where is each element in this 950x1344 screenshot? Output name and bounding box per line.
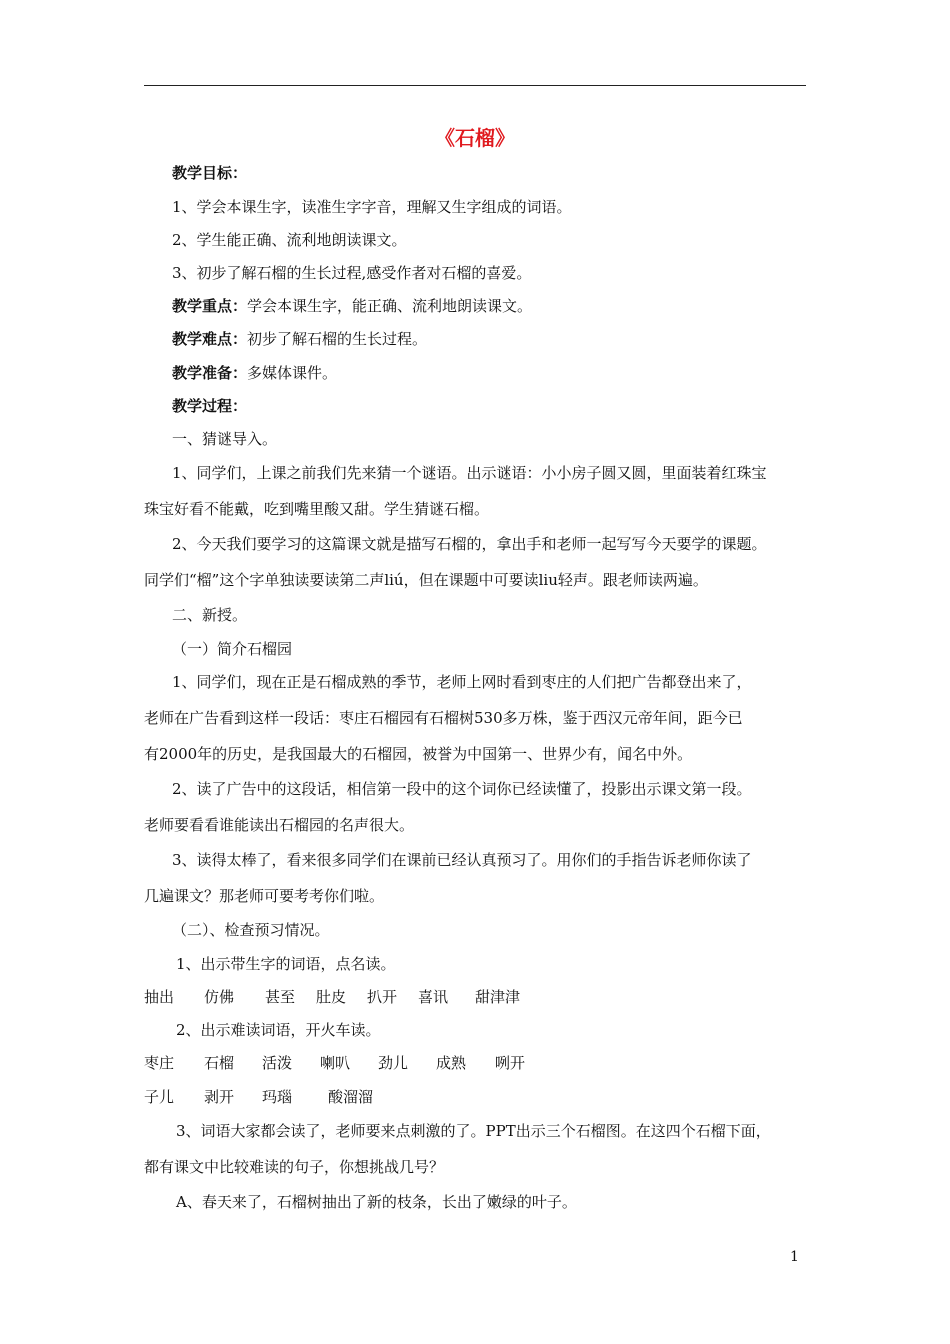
objectives-heading: 教学目标： <box>172 164 248 182</box>
step-1: 1、出示带生字的词语，点名读。 <box>176 955 396 973</box>
word: 抽出 <box>144 988 175 1006</box>
paragraph-4-line-1: 2、读了广告中的这段话，相信第一段中的这个词你已经读懂了，投影出示课文第一段。 <box>172 780 752 798</box>
difficulty <box>172 328 427 350</box>
section-1-heading: 一、猜谜导入。 <box>172 430 278 448</box>
paragraph-3-line-2: 老师在广告看到这样一段话：枣庄石榴园有石榴树530多万株，鉴于西汉元帝年间，距今已 <box>144 709 743 727</box>
word: 活泼 <box>262 1054 293 1072</box>
paragraph-2-line-1: 2、今天我们要学习的这篇课文就是描写石榴的，拿出手和老师一起写写今天要学的课题。 <box>172 535 767 553</box>
paragraph-6-line-1: 3、词语大家都会读了，老师要来点刺激的了。PPT出示三个石榴图。在这四个石榴下面， <box>176 1122 771 1140</box>
word: 仿佛 <box>204 988 235 1006</box>
subsection-2-heading: （二）、检查预习情况。 <box>172 921 330 939</box>
word: 劲儿 <box>378 1054 409 1072</box>
paragraph-1-line-2: 珠宝好看不能戴，吃到嘴里酸又甜。学生猜谜石榴。 <box>144 500 490 518</box>
word: 石榴 <box>204 1054 235 1072</box>
page-number: 1 <box>790 1249 799 1265</box>
objective-3: 3、初步了解石榴的生长过程,感受作者对石榴的喜爱。 <box>172 264 532 282</box>
paragraph-6-line-2: 都有课文中比较难读的句子，你想挑战几号？ <box>144 1158 445 1176</box>
word: 喜讯 <box>418 988 449 1006</box>
process-heading: 教学过程： <box>172 397 248 415</box>
word: 酸溜溜 <box>328 1088 374 1106</box>
paragraph-3-line-1: 1、同学们，现在正是石榴成熟的季节，老师上网时看到枣庄的人们把广告都登出来了， <box>172 673 752 691</box>
word: 甜津津 <box>475 988 521 1006</box>
document-title: 《石榴》 <box>435 126 515 150</box>
section-2-heading: 二、新授。 <box>172 606 248 624</box>
paragraph-5-line-2: 几遍课文？那老师可要考考你们啦。 <box>144 887 385 905</box>
sentence-a: A、春天来了，石榴树抽出了新的枝条，长出了嫩绿的叶子。 <box>176 1193 577 1211</box>
word: 扒开 <box>367 988 398 1006</box>
word: 枣庄 <box>144 1054 175 1072</box>
paragraph-2-line-2: 同学们“榴”这个字单独读要读第二声liú，但在课题中可要读liu轻声。跟老师读两遍。 <box>144 571 708 589</box>
preparation-text: 多媒体课件。 <box>247 364 338 382</box>
word: 咧开 <box>495 1054 526 1072</box>
word: 喇叭 <box>320 1054 351 1072</box>
objective-2: 2、学生能正确、流利地朗读课文。 <box>172 231 407 249</box>
header-rule <box>144 85 806 86</box>
preparation-label: 教学准备： <box>172 364 248 382</box>
preparation <box>172 362 337 384</box>
word-list-2 <box>144 1052 525 1074</box>
key-point-text: 学会本课生字，能正确、流利地朗读课文。 <box>247 297 533 315</box>
key-point <box>172 295 532 317</box>
paragraph-1-line-1: 1、同学们，上课之前我们先来猜一个谜语。出示谜语：小小房子圆又圆，里面装着红珠宝 <box>172 464 767 482</box>
word-list-3 <box>144 1086 373 1108</box>
word: 甚至 <box>265 988 296 1006</box>
paragraph-3-line-3: 有2000年的历史，是我国最大的石榴园，被誉为中国第一、世界少有，闻名中外。 <box>144 745 693 763</box>
word: 剥开 <box>204 1088 235 1106</box>
difficulty-label: 教学难点： <box>172 330 248 348</box>
word-list-1 <box>144 986 520 1008</box>
objective-1: 1、学会本课生字，读准生字字音，理解又生字组成的词语。 <box>172 198 572 216</box>
difficulty-text: 初步了解石榴的生长过程。 <box>247 330 428 348</box>
word: 成熟 <box>436 1054 467 1072</box>
paragraph-5-line-1: 3、读得太棒了，看来很多同学们在课前已经认真预习了。用你们的手指告诉老师你读了 <box>172 851 752 869</box>
key-point-label: 教学重点： <box>172 297 248 315</box>
word: 肚皮 <box>316 988 347 1006</box>
subsection-1-heading: （一）简介石榴园 <box>172 640 293 658</box>
paragraph-4-line-2: 老师要看看谁能读出石榴园的名声很大。 <box>144 816 415 834</box>
word: 子儿 <box>144 1088 175 1106</box>
step-2: 2、出示难读词语，开火车读。 <box>176 1021 381 1039</box>
word: 玛瑙 <box>262 1088 293 1106</box>
